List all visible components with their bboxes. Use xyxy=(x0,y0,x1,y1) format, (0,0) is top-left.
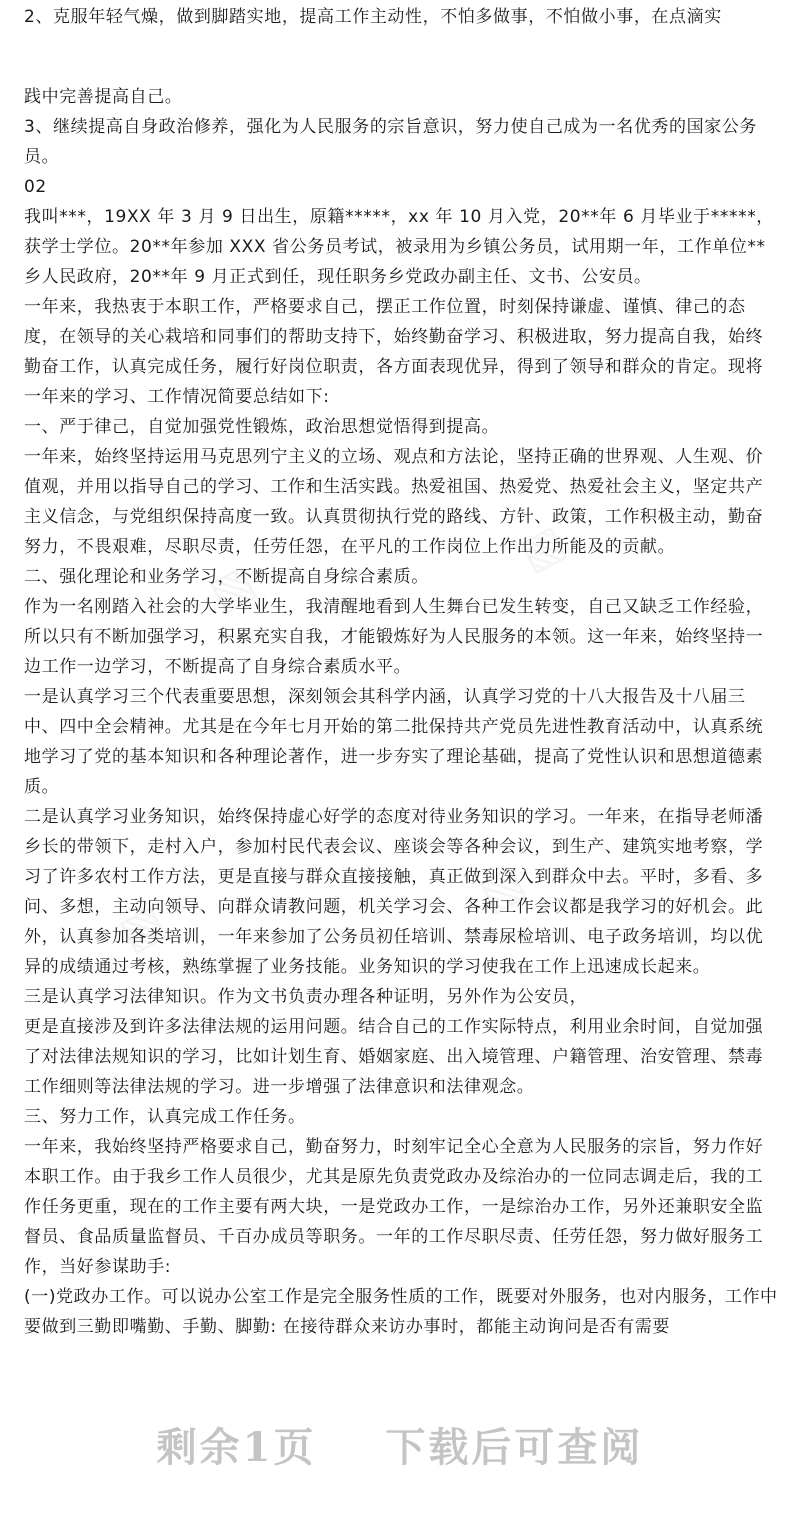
download-to-view-label: 下载后可查阅 xyxy=(385,1424,644,1471)
paragraph: 三是认真学习法律知识。作为文书负责办理各种证明，另外作为公安员， xyxy=(24,987,588,1007)
section-heading: 三、努力工作，认真完成工作任务。 xyxy=(24,1107,306,1127)
section-heading: 一、严于律己，自觉加强党性锻炼，政治思想觉悟得到提高。 xyxy=(24,417,500,437)
document-body xyxy=(24,0,780,1337)
paragraph: 一年来，我热衷于本职工作，严格要求自己，摆正工作位置，时刻保持谦虚、谨慎、律己的态度，在领导的关心栽培和同事们的帮助支持下，始终勤奋学习、积极进取，努力提高自我，始终勤奋工作，认真完成任务，履行好岗位职责，各方面表现优异，得到了领导和群众的肯定。现将一年来的学习、工作情况简要总结如下: xyxy=(24,297,764,407)
paragraph: 3、继续提高自身政治修养，强化为人民服务的宗旨意识，努力使自己成为一名优秀的国家公务员。 xyxy=(24,117,758,167)
section-heading: 二、强化理论和业务学习，不断提高自身综合素质。 xyxy=(24,567,429,587)
paragraph: 践中完善提高自己。 xyxy=(24,87,183,107)
paragraph: 二是认真学习业务知识，始终保持虚心好学的态度对待业务知识的学习。一年来，在指导老师潘乡长的带领下，走村入户，参加村民代表会议、座谈会等各种会议，到生产、建筑实地考察，学习了许多农村工作方法，更是直接与群众直接接触，真正做到深入到群众中去。平时，多看、多问、多想，主动向领导、向群众请教问题，机关学习会、各种工作会议都是我学习的好机会。此外，认真参加各类培训，一年来参加了公务员初任培训、禁毒尿检培训、电子政务培训，均以优异的成绩通过考核，熟练掌握了业务技能。业务知识的学习使我在工作上迅速成长起来。 xyxy=(24,807,764,977)
paragraph: 一年来，始终坚持运用马克思列宁主义的立场、观点和方法论，坚持正确的世界观、人生观、价值观，并用以指导自己的学习、工作和生活实践。热爱祖国、热爱党、热爱社会主义，坚定共产主义信念，与党组织保持高度一致。认真贯彻执行党的路线、方针、政策，工作积极主动，勤奋努力，不畏艰难，尽职尽责，任劳任怨，在平凡的工作岗位上作出力所能及的贡献。 xyxy=(24,447,764,557)
section-number: 02 xyxy=(24,177,47,197)
paragraph: 更是直接涉及到许多法律法规的运用问题。结合自己的工作实际特点，利用业余时间，自觉加强了对法律法规知识的学习，比如计划生育、婚姻家庭、出入境管理、户籍管理、治安管理、禁毒工作细则等法律法规的学习。进一步增强了法律意识和法律观念。 xyxy=(24,1017,764,1097)
paragraph: 2、克服年轻气燥，做到脚踏实地，提高工作主动性，不怕多做事，不怕做小事，在点滴实 xyxy=(24,7,722,27)
paragraph: 作为一名刚踏入社会的大学毕业生，我清醒地看到人生舞台已发生转变，自己又缺乏工作经验，所以只有不断加强学习，积累充实自我，才能锻炼好为人民服务的本领。这一年来，始终坚持一边工作一边学习，不断提高了自身综合素质水平。 xyxy=(24,597,764,677)
paragraph: (一)党政办工作。可以说办公室工作是完全服务性质的工作，既要对外服务，也对内服务，工作中要做到三勤即嘴勤、手勤、脚勤: 在接待群众来访办事时，都能主动询问是否有需要 xyxy=(24,1287,778,1337)
paragraph: 一年来，我始终坚持严格要求自己，勤奋努力，时刻牢记全心全意为人民服务的宗旨，努力作好本职工作。由于我乡工作人员很少，尤其是原先负责党政办及综治办的一位同志调走后，我的工作任务更重，现在的工作主要有两大块，一是党政办工作，一是综治办工作，另外还兼职安全监督员、食品质量监督员、千百办成员等职务。一年的工作尽职尽责、任劳任怨，努力做好服务工作，当好参谋助手: xyxy=(24,1137,764,1277)
remaining-pages-label: 剩余1页 xyxy=(156,1424,317,1471)
paragraph: 一是认真学习三个代表重要思想，深刻领会其科学内涵，认真学习党的十八大报告及十八届三中、四中全会精神。尤其是在今年七月开始的第二批保持共产党员先进性教育活动中，认真系统地学习了党的基本知识和各种理论著作，进一步夯实了理论基础，提高了党性认识和思想道德素质。 xyxy=(24,687,764,797)
paragraph: 我叫***，19XX 年 3 月 9 日出生，原籍*****，xx 年 10 月入党，20**年 6 月毕业于*****，获学士学位。20**年参加 XXX 省公务员考试，被录用为乡镇公务员，试用期一年，工作单位**乡人民政府，20**年 9 月正式到任，现任职务乡党政办副主任、文书、公安员。 xyxy=(24,207,774,287)
download-prompt[interactable] xyxy=(0,1416,800,1473)
